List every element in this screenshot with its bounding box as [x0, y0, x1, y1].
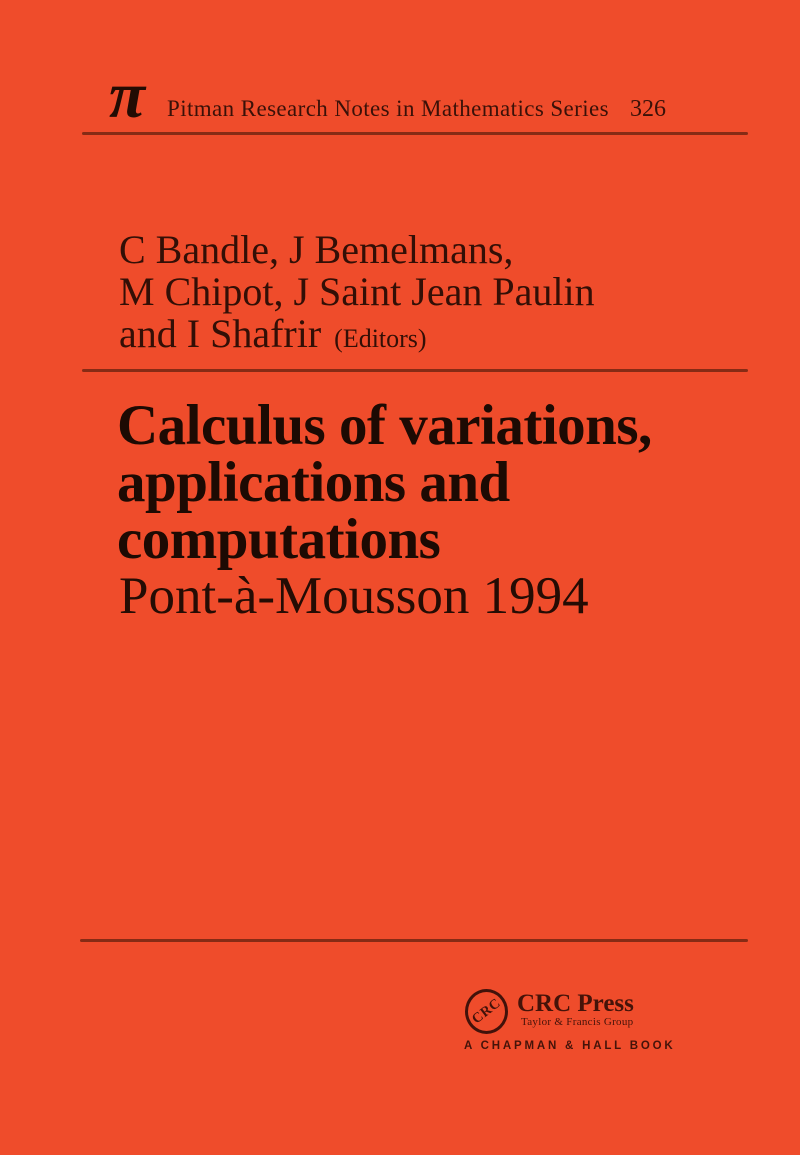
editors-label: (Editors) [334, 324, 427, 353]
publisher-group: Taylor & Francis Group [521, 1016, 634, 1028]
crc-logo-icon [465, 989, 508, 1034]
authors-line-2: M Chipot, J Saint Jean Paulin [119, 269, 595, 314]
book-title [117, 394, 652, 571]
authors-rule [82, 369, 748, 372]
authors-block [119, 229, 595, 360]
authors-line-3-names: and I Shafrir [119, 311, 322, 356]
authors-line-1: C Bandle, J Bemelmans, [119, 227, 514, 272]
header-rule [82, 132, 748, 135]
series-title: Pitman Research Notes in Mathematics Series [167, 96, 609, 121]
title-line-1: Calculus of variations, [117, 394, 652, 457]
title-line-2: applications and [117, 451, 510, 514]
imprint-line: A CHAPMAN & HALL BOOK [464, 1040, 676, 1052]
publisher-name: CRC Press [517, 990, 634, 1017]
authors-line-3 [119, 313, 595, 360]
title-line-3: computations [117, 508, 441, 571]
crc-logo-monogram: CRC [469, 995, 504, 1027]
book-subtitle: Pont-à-Mousson 1994 [119, 567, 589, 625]
footer-rule [80, 939, 748, 942]
pi-logo-icon: π [109, 59, 146, 132]
series-number: 326 [630, 96, 666, 122]
